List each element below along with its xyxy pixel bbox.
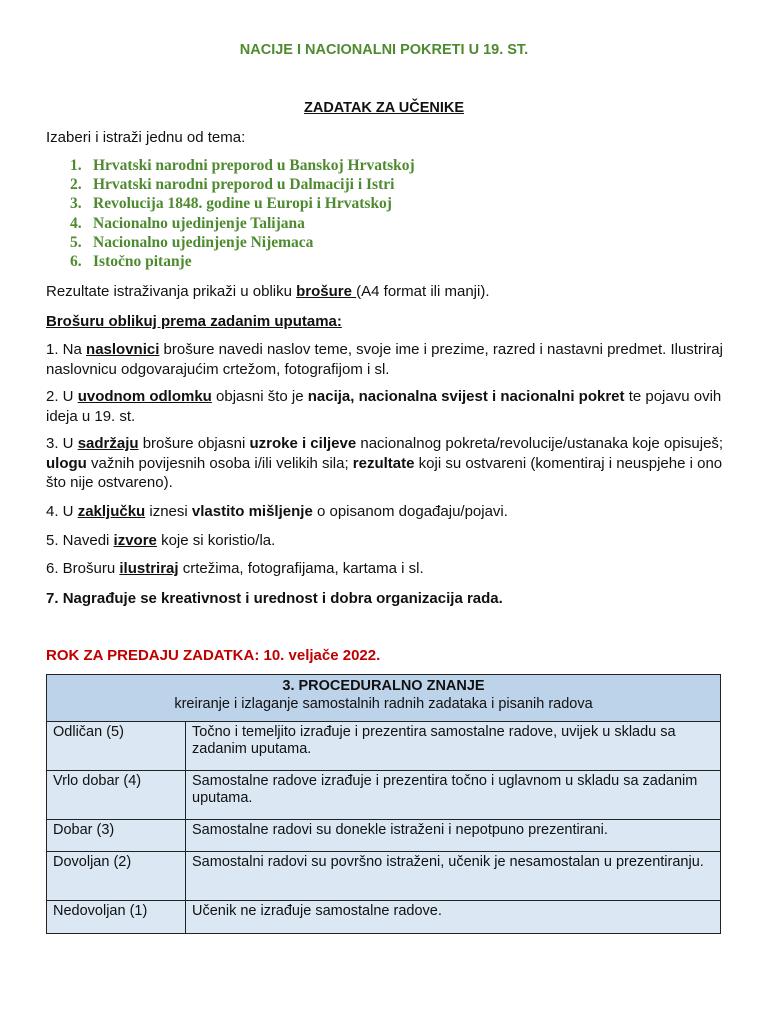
deadline-text: ROK ZA PREDAJU ZADATKA: 10. veljače 2022. — [46, 647, 381, 664]
grade-cell: Odličan (5) — [47, 722, 186, 771]
description-cell: Samostalne radovi su donekle istraženi i nepotpuno prezentirani. — [186, 820, 721, 852]
task-subtitle: ZADATAK ZA UČENIKE — [303, 100, 465, 116]
topic-item: 3. Revolucija 1848. godine u Europi i Hrvatskoj — [70, 195, 392, 213]
instruction-3: 3. U sadržaju brošure objasni uzroke i ciljeve nacionalnog pokreta/revolucije/ustanaka koje opisuješ; ulogu važnih povijesnih osoba i/ili velikih sila; rezultate koji su ostvareni (komentiraj i neuspjehe i ono što nije ostvareno). — [46, 435, 724, 491]
rubric-header-row — [47, 675, 721, 722]
intro-text: Izaberi i istraži jednu od tema: — [46, 129, 246, 146]
description-cell: Samostalni radovi su površno istraženi, učenik je nesamostalan u prezentiranju. — [186, 852, 721, 901]
topic-list — [70, 156, 415, 271]
rubric-header — [47, 675, 721, 722]
instruction-2: 2. U uvodnom odlomku objasni što je nacija, nacionalna svijest i nacionalni pokret te pojavu ovih ideja u 19. st. — [46, 388, 722, 425]
topic-item: 5. Nacionalno ujedinjenje Nijemaca — [70, 233, 314, 251]
table-row — [47, 771, 721, 820]
instruction-1: 1. Na naslovnici brošure navedi naslov teme, svoje ime i prezime, razred i nastavni predmet. Ilustriraj naslovnicu odgovarajućim crtežom, fotografijom i sl. — [46, 341, 723, 378]
table-row — [47, 901, 721, 934]
topic-item: 4. Nacionalno ujedinjenje Talijana — [70, 214, 305, 232]
rubric-heading: 3. PROCEDURALNO ZNANJE — [282, 678, 485, 694]
instruction-5: 5. Navedi izvore koje si koristio/la. — [46, 532, 276, 549]
grade-cell: Dovoljan (2) — [47, 852, 186, 901]
rubric-subheading: kreiranje i izlaganje samostalnih radnih zadataka i pisanih radova — [174, 696, 593, 712]
topic-item: 6. Istočno pitanje — [70, 253, 192, 271]
grade-cell: Dobar (3) — [47, 820, 186, 852]
table-row — [47, 820, 721, 852]
description-cell: Samostalne radove izrađuje i prezentira točno i uglavnom u skladu sa zadanim uputama. — [186, 771, 721, 820]
grade-cell: Vrlo dobar (4) — [47, 771, 186, 820]
table-row — [47, 852, 721, 901]
topic-item: 2. Hrvatski narodni preporod u Dalmaciji i Istri — [70, 176, 395, 194]
table-row — [47, 722, 721, 771]
topic-item: 1. Hrvatski narodni preporod u Banskoj Hrvatskoj — [70, 157, 415, 174]
document-title: NACIJE I NACIONALNI POKRETI U 19. ST. — [239, 42, 529, 58]
instruction-7: 7. Nagrađuje se kreativnost i urednost i dobra organizacija rada. — [46, 590, 503, 607]
results-format-text: Rezultate istraživanja prikaži u obliku brošure (A4 format ili manji). — [46, 283, 490, 300]
rubric-table — [46, 674, 721, 934]
instruction-4: 4. U zaključku iznesi vlastito mišljenje o opisanom događaju/pojavi. — [46, 503, 508, 520]
description-cell: Učenik ne izrađuje samostalne radove. — [186, 901, 721, 934]
instruction-6: 6. Brošuru ilustriraj crtežima, fotografijama, kartama i sl. — [46, 560, 424, 577]
grade-cell: Nedovoljan (1) — [47, 901, 186, 934]
description-cell: Točno i temeljito izrađuje i prezentira samostalne radove, uvijek u skladu sa zadanim uputama. — [186, 722, 721, 771]
instructions-heading: Brošuru oblikuj prema zadanim uputama: — [46, 313, 342, 330]
